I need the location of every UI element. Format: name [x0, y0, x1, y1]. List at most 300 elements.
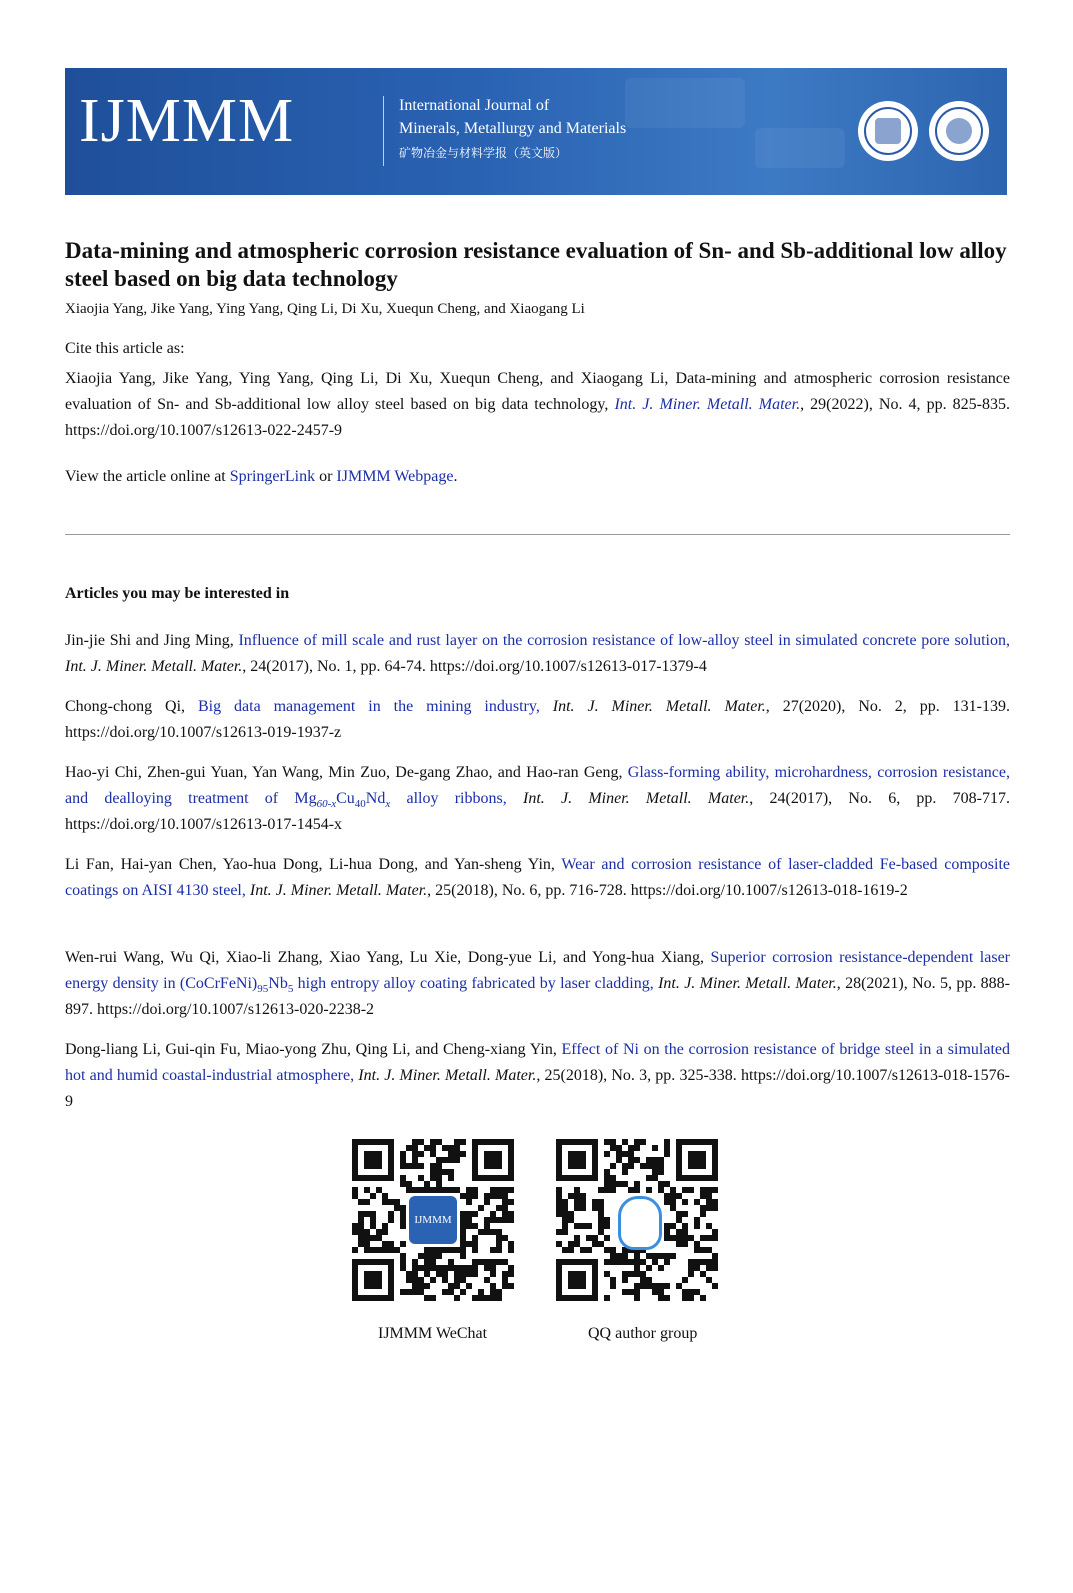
qr-module: [652, 1283, 658, 1289]
qr-module: [490, 1217, 496, 1223]
qr-module: [676, 1211, 682, 1217]
qr-module: [670, 1235, 676, 1241]
qr-module: [400, 1217, 406, 1223]
qr-module: [352, 1187, 358, 1193]
qr-module: [616, 1253, 622, 1259]
qr-module: [406, 1187, 412, 1193]
qr-module: [472, 1223, 478, 1229]
qr-module: [688, 1295, 694, 1301]
qr-module: [478, 1205, 484, 1211]
qr-module: [358, 1199, 364, 1205]
qq-caption: QQ author group: [588, 1325, 698, 1342]
qr-module: [706, 1259, 712, 1265]
qr-module: [508, 1265, 514, 1271]
qr-module: [580, 1247, 586, 1253]
ref-authors: Li Fan, Hai-yan Chen, Yao-hua Dong, Li-hua Dong, and Yan-sheng Yin,: [65, 856, 555, 873]
qr-module: [508, 1211, 514, 1217]
qr-module: [622, 1151, 628, 1157]
qr-module: [436, 1163, 442, 1169]
qr-module: [694, 1265, 700, 1271]
qr-module: [418, 1175, 424, 1181]
qr-module: [640, 1277, 646, 1283]
related-item: [65, 852, 1010, 904]
qr-module: [376, 1187, 382, 1193]
ref-title-part: high entropy alloy coating fabricated by laser cladding,: [293, 975, 654, 992]
qr-finder: [556, 1139, 598, 1181]
qr-module: [646, 1157, 652, 1163]
qr-module: [490, 1229, 496, 1235]
qr-module: [652, 1163, 658, 1169]
ref-tail: , 24(2017), No. 1, pp. 64-74. https://doi.org/10.1007/s12613-017-1379-4: [242, 658, 707, 675]
ref-title-part: Superior corrosion resistance-dependent laser energy density in (CoCrFeNi): [65, 949, 1011, 992]
qr-module: [496, 1193, 502, 1199]
qr-module: [694, 1241, 700, 1247]
qr-module: [484, 1193, 490, 1199]
qr-module: [592, 1199, 598, 1205]
qr-module: [472, 1193, 478, 1199]
qr-module: [412, 1163, 418, 1169]
journal-logo: IJMMM: [79, 87, 295, 155]
qr-module: [670, 1187, 676, 1193]
banner-decoration: [625, 78, 745, 128]
qr-module: [646, 1277, 652, 1283]
qr-module: [490, 1271, 496, 1277]
qr-module: [502, 1193, 508, 1199]
qr-module: [496, 1241, 502, 1247]
qr-module: [466, 1217, 472, 1223]
qr-module: [502, 1217, 508, 1223]
qr-module: [658, 1181, 664, 1187]
qr-module: [670, 1223, 676, 1229]
ref-tail: , 25(2018), No. 6, pp. 716-728. https://doi.org/10.1007/s12613-018-1619-2: [427, 882, 908, 899]
qr-module: [634, 1289, 640, 1295]
qr-module: [622, 1271, 628, 1277]
qr-module: [418, 1139, 424, 1145]
cite-label: Cite this article as:: [65, 340, 185, 357]
qr-module: [706, 1277, 712, 1283]
subscript: 40: [354, 798, 366, 811]
qr-module: [496, 1235, 502, 1241]
qr-module: [400, 1181, 406, 1187]
qr-module: [640, 1139, 646, 1145]
qr-module: [454, 1271, 460, 1277]
qr-module: [562, 1229, 568, 1235]
qr-module: [682, 1241, 688, 1247]
qr-module: [466, 1223, 472, 1229]
qr-module: [598, 1217, 604, 1223]
qr-module: [400, 1157, 406, 1163]
qr-module: [616, 1145, 622, 1151]
qr-module: [418, 1283, 424, 1289]
qr-module: [604, 1259, 610, 1265]
qr-module: [556, 1205, 562, 1211]
qr-module: [664, 1259, 670, 1265]
qr-module: [634, 1265, 640, 1271]
qr-module: [430, 1163, 436, 1169]
ref-title-part: Glass-forming ability, microhardness, corrosion resistance, and dealloying treatment of Mg: [65, 764, 1011, 807]
qr-module: [604, 1223, 610, 1229]
qr-module: [628, 1259, 634, 1265]
qr-module: [430, 1277, 436, 1283]
qr-module: [592, 1235, 598, 1241]
qr-module: [622, 1163, 628, 1169]
qr-module: [460, 1193, 466, 1199]
qr-module: [352, 1193, 358, 1199]
qr-module: [700, 1187, 706, 1193]
qr-module: [406, 1289, 412, 1295]
qr-module: [622, 1139, 628, 1145]
qr-module: [454, 1265, 460, 1271]
ref-title-link[interactable]: Effect of Ni on the corrosion resistance of bridge steel in a simulated hot and humid coastal-industrial atmosphere,: [65, 1041, 1011, 1084]
qr-module: [598, 1199, 604, 1205]
qr-module: [622, 1259, 628, 1265]
qr-module: [502, 1199, 508, 1205]
ref-title-link[interactable]: Influence of mill scale and rust layer on the corrosion resistance of low-alloy steel in simulated concrete pore solution,: [238, 632, 1011, 649]
qr-module: [448, 1157, 454, 1163]
ref-journal: Int. J. Miner. Metall. Mater.: [65, 658, 243, 675]
qr-module: [418, 1277, 424, 1283]
qr-module: [658, 1283, 664, 1289]
ref-authors: Jin-jie Shi and Jing Ming,: [65, 632, 234, 649]
qr-module: [490, 1211, 496, 1217]
qr-module: [484, 1265, 490, 1271]
qr-module: [424, 1187, 430, 1193]
qr-module: [508, 1241, 514, 1247]
qr-module: [610, 1253, 616, 1259]
qr-module: [460, 1235, 466, 1241]
qr-module: [676, 1193, 682, 1199]
qr-module: [616, 1157, 622, 1163]
qr-module: [604, 1139, 610, 1145]
qr-module: [592, 1205, 598, 1211]
qr-module: [460, 1289, 466, 1295]
ref-title-part: alloy ribbons,: [390, 790, 507, 807]
qr-module: [358, 1229, 364, 1235]
qr-module: [640, 1271, 646, 1277]
related-item: [65, 945, 1010, 1023]
qr-module: [442, 1265, 448, 1271]
qr-module: [448, 1145, 454, 1151]
qr-module: [580, 1205, 586, 1211]
qr-module: [436, 1139, 442, 1145]
qq-penguin-icon: [618, 1196, 662, 1250]
qr-module: [496, 1187, 502, 1193]
ijmmm-badge-icon: IJMMM: [409, 1196, 457, 1244]
qr-module: [700, 1193, 706, 1199]
qr-module: [436, 1169, 442, 1175]
qr-module: [700, 1211, 706, 1217]
qr-module: [496, 1289, 502, 1295]
qr-module: [412, 1283, 418, 1289]
qr-module: [694, 1217, 700, 1223]
qr-module: [424, 1247, 430, 1253]
qr-module: [706, 1205, 712, 1211]
ref-authors: Dong-liang Li, Gui-qin Fu, Miao-yong Zhu, Qing Li, and Cheng-xiang Yin,: [65, 1041, 557, 1058]
qr-module: [574, 1205, 580, 1211]
qr-module: [628, 1157, 634, 1163]
qr-module: [358, 1223, 364, 1229]
qr-module: [370, 1211, 376, 1217]
qr-module: [694, 1223, 700, 1229]
qr-module: [442, 1271, 448, 1277]
qr-module: [454, 1139, 460, 1145]
qr-module: [670, 1199, 676, 1205]
subscript: 95: [257, 983, 269, 996]
qr-module: [700, 1259, 706, 1265]
qr-module: [580, 1223, 586, 1229]
ref-journal: Int. J. Miner. Metall. Mater.: [658, 975, 837, 992]
qr-module: [676, 1229, 682, 1235]
qr-module: [442, 1145, 448, 1151]
qr-module: [454, 1157, 460, 1163]
qr-module: [442, 1187, 448, 1193]
qr-module: [376, 1229, 382, 1235]
qr-module: [700, 1271, 706, 1277]
view-online: [65, 468, 457, 486]
view-end: .: [453, 468, 458, 485]
qr-module: [562, 1211, 568, 1217]
qr-module: [442, 1289, 448, 1295]
qr-module: [430, 1187, 436, 1193]
related-item: [65, 694, 1010, 746]
qr-module: [502, 1277, 508, 1283]
qr-module: [568, 1247, 574, 1253]
qr-module: [574, 1223, 580, 1229]
qr-module: [580, 1193, 586, 1199]
wechat-caption: IJMMM WeChat: [378, 1325, 488, 1342]
qr-module: [664, 1229, 670, 1235]
qr-module: [466, 1265, 472, 1271]
qr-module: [712, 1199, 718, 1205]
qr-module: [706, 1193, 712, 1199]
qr-module: [484, 1277, 490, 1283]
qr-module: [370, 1223, 376, 1229]
qr-module: [604, 1181, 610, 1187]
qr-module: [400, 1175, 406, 1181]
qr-module: [682, 1229, 688, 1235]
qr-module: [670, 1193, 676, 1199]
qr-module: [598, 1211, 604, 1217]
qr-module: [604, 1247, 610, 1253]
qr-module: [400, 1151, 406, 1157]
qr-module: [652, 1259, 658, 1265]
qr-module: [694, 1289, 700, 1295]
qr-module: [574, 1193, 580, 1199]
university-seal-icon: [858, 101, 918, 161]
citation-journal-link[interactable]: Int. J. Miner. Metall. Mater.: [614, 396, 801, 413]
ijmmm-webpage-link[interactable]: IJMMM Webpage: [336, 468, 454, 485]
society-seal-icon: [929, 101, 989, 161]
qr-module: [664, 1181, 670, 1187]
qr-module: [670, 1253, 676, 1259]
qr-module: [700, 1247, 706, 1253]
qr-module: [682, 1289, 688, 1295]
qr-module: [580, 1199, 586, 1205]
qr-module: [568, 1211, 574, 1217]
qr-module: [658, 1289, 664, 1295]
qr-module: [496, 1259, 502, 1265]
qr-module: [418, 1187, 424, 1193]
qr-module: [442, 1247, 448, 1253]
qr-module: [640, 1259, 646, 1265]
qr-module: [508, 1271, 514, 1277]
qr-module: [436, 1253, 442, 1259]
qr-module: [400, 1265, 406, 1271]
qr-module: [436, 1247, 442, 1253]
qr-module: [694, 1199, 700, 1205]
qr-module: [712, 1235, 718, 1241]
qr-module: [694, 1247, 700, 1253]
qr-module: [502, 1271, 508, 1277]
related-item: [65, 1037, 1010, 1115]
qr-module: [658, 1253, 664, 1259]
qr-module: [502, 1211, 508, 1217]
qr-module: [556, 1241, 562, 1247]
qr-module: [436, 1181, 442, 1187]
qr-module: [388, 1247, 394, 1253]
qr-module: [436, 1271, 442, 1277]
qr-module: [604, 1235, 610, 1241]
qr-module: [676, 1217, 682, 1223]
qr-module: [472, 1241, 478, 1247]
qr-module: [424, 1265, 430, 1271]
qr-module: [376, 1247, 382, 1253]
qr-module: [454, 1151, 460, 1157]
qr-module: [484, 1295, 490, 1301]
qr-module: [610, 1181, 616, 1187]
qr-module: [628, 1289, 634, 1295]
qr-module: [646, 1163, 652, 1169]
ref-title-link[interactable]: Big data management in the mining industry,: [197, 698, 540, 715]
qr-module: [688, 1235, 694, 1241]
qr-module: [598, 1223, 604, 1229]
qr-module: [622, 1277, 628, 1283]
qr-module: [586, 1247, 592, 1253]
seal-emblem: [875, 118, 901, 144]
qr-module: [652, 1289, 658, 1295]
qr-module: [412, 1145, 418, 1151]
qr-module: [508, 1247, 514, 1253]
qr-module: [448, 1289, 454, 1295]
qr-module: [706, 1265, 712, 1271]
qr-module: [616, 1181, 622, 1187]
qr-module: [484, 1199, 490, 1205]
qr-module: [712, 1205, 718, 1211]
qr-module: [664, 1145, 670, 1151]
qr-module: [370, 1193, 376, 1199]
qr-module: [406, 1163, 412, 1169]
citation-authors-title: Xiaojia Yang, Jike Yang, Ying Yang, Qing Li, Di Xu, Xuequn Cheng, and Xiaogang Li, Data-mining and atmospheric corrosion resistance evaluation of Sn- and Sb-additional low alloy steel based on big data technology,: [65, 370, 1010, 413]
qr-module: [364, 1187, 370, 1193]
qr-module: [556, 1211, 562, 1217]
qr-module: [688, 1265, 694, 1271]
qr-module: [478, 1295, 484, 1301]
qr-module: [484, 1229, 490, 1235]
qr-module: [568, 1217, 574, 1223]
qr-module: [370, 1235, 376, 1241]
related-item: [65, 760, 1010, 838]
wechat-qr-code: [352, 1139, 514, 1301]
qr-module: [364, 1247, 370, 1253]
qr-module: [394, 1247, 400, 1253]
qr-module: [658, 1265, 664, 1271]
qr-module: [448, 1187, 454, 1193]
qr-module: [484, 1223, 490, 1229]
qr-module: [508, 1217, 514, 1223]
qr-module: [646, 1187, 652, 1193]
qr-module: [460, 1253, 466, 1259]
qr-module: [646, 1265, 652, 1271]
qr-finder: [472, 1139, 514, 1181]
qr-module: [562, 1217, 568, 1223]
qr-module: [688, 1271, 694, 1277]
qr-module: [652, 1253, 658, 1259]
qr-module: [430, 1253, 436, 1259]
qr-module: [712, 1265, 718, 1271]
qr-module: [412, 1277, 418, 1283]
qr-module: [454, 1295, 460, 1301]
qr-module: [370, 1247, 376, 1253]
qr-module: [568, 1193, 574, 1199]
qr-module: [466, 1241, 472, 1247]
qr-module: [598, 1229, 604, 1235]
qr-module: [460, 1223, 466, 1229]
qr-module: [634, 1271, 640, 1277]
ref-title-link[interactable]: Wear and corrosion resistance of laser-cladded Fe-based composite coatings on AISI 4130 steel,: [65, 856, 1010, 899]
qr-module: [604, 1217, 610, 1223]
qr-module: [682, 1199, 688, 1205]
qr-module: [682, 1295, 688, 1301]
qr-module: [688, 1187, 694, 1193]
qr-module: [664, 1295, 670, 1301]
qr-module: [358, 1217, 364, 1223]
qr-module: [628, 1163, 634, 1169]
qr-module: [502, 1187, 508, 1193]
qr-module: [478, 1259, 484, 1265]
qr-module: [664, 1151, 670, 1157]
qr-module: [562, 1223, 568, 1229]
qr-module: [442, 1157, 448, 1163]
qr-module: [490, 1289, 496, 1295]
qr-module: [652, 1157, 658, 1163]
qr-module: [610, 1283, 616, 1289]
qr-module: [508, 1283, 514, 1289]
qr-module: [430, 1175, 436, 1181]
qr-module: [502, 1205, 508, 1211]
qr-module: [442, 1277, 448, 1283]
subscript: x: [385, 798, 391, 811]
qr-module: [478, 1229, 484, 1235]
qr-module: [472, 1235, 478, 1241]
qr-module: [634, 1145, 640, 1151]
qr-module: [694, 1259, 700, 1265]
qr-module: [610, 1259, 616, 1265]
qr-module: [352, 1229, 358, 1235]
qr-finder: [352, 1139, 394, 1181]
qr-module: [400, 1289, 406, 1295]
qr-module: [472, 1271, 478, 1277]
qr-module: [676, 1235, 682, 1241]
view-or: or: [319, 468, 333, 485]
qr-module: [460, 1217, 466, 1223]
qr-module: [490, 1295, 496, 1301]
springerlink-link[interactable]: SpringerLink: [229, 468, 316, 485]
qr-module: [658, 1187, 664, 1193]
qr-module: [382, 1199, 388, 1205]
qr-module: [430, 1169, 436, 1175]
qr-module: [448, 1169, 454, 1175]
qr-module: [364, 1229, 370, 1235]
